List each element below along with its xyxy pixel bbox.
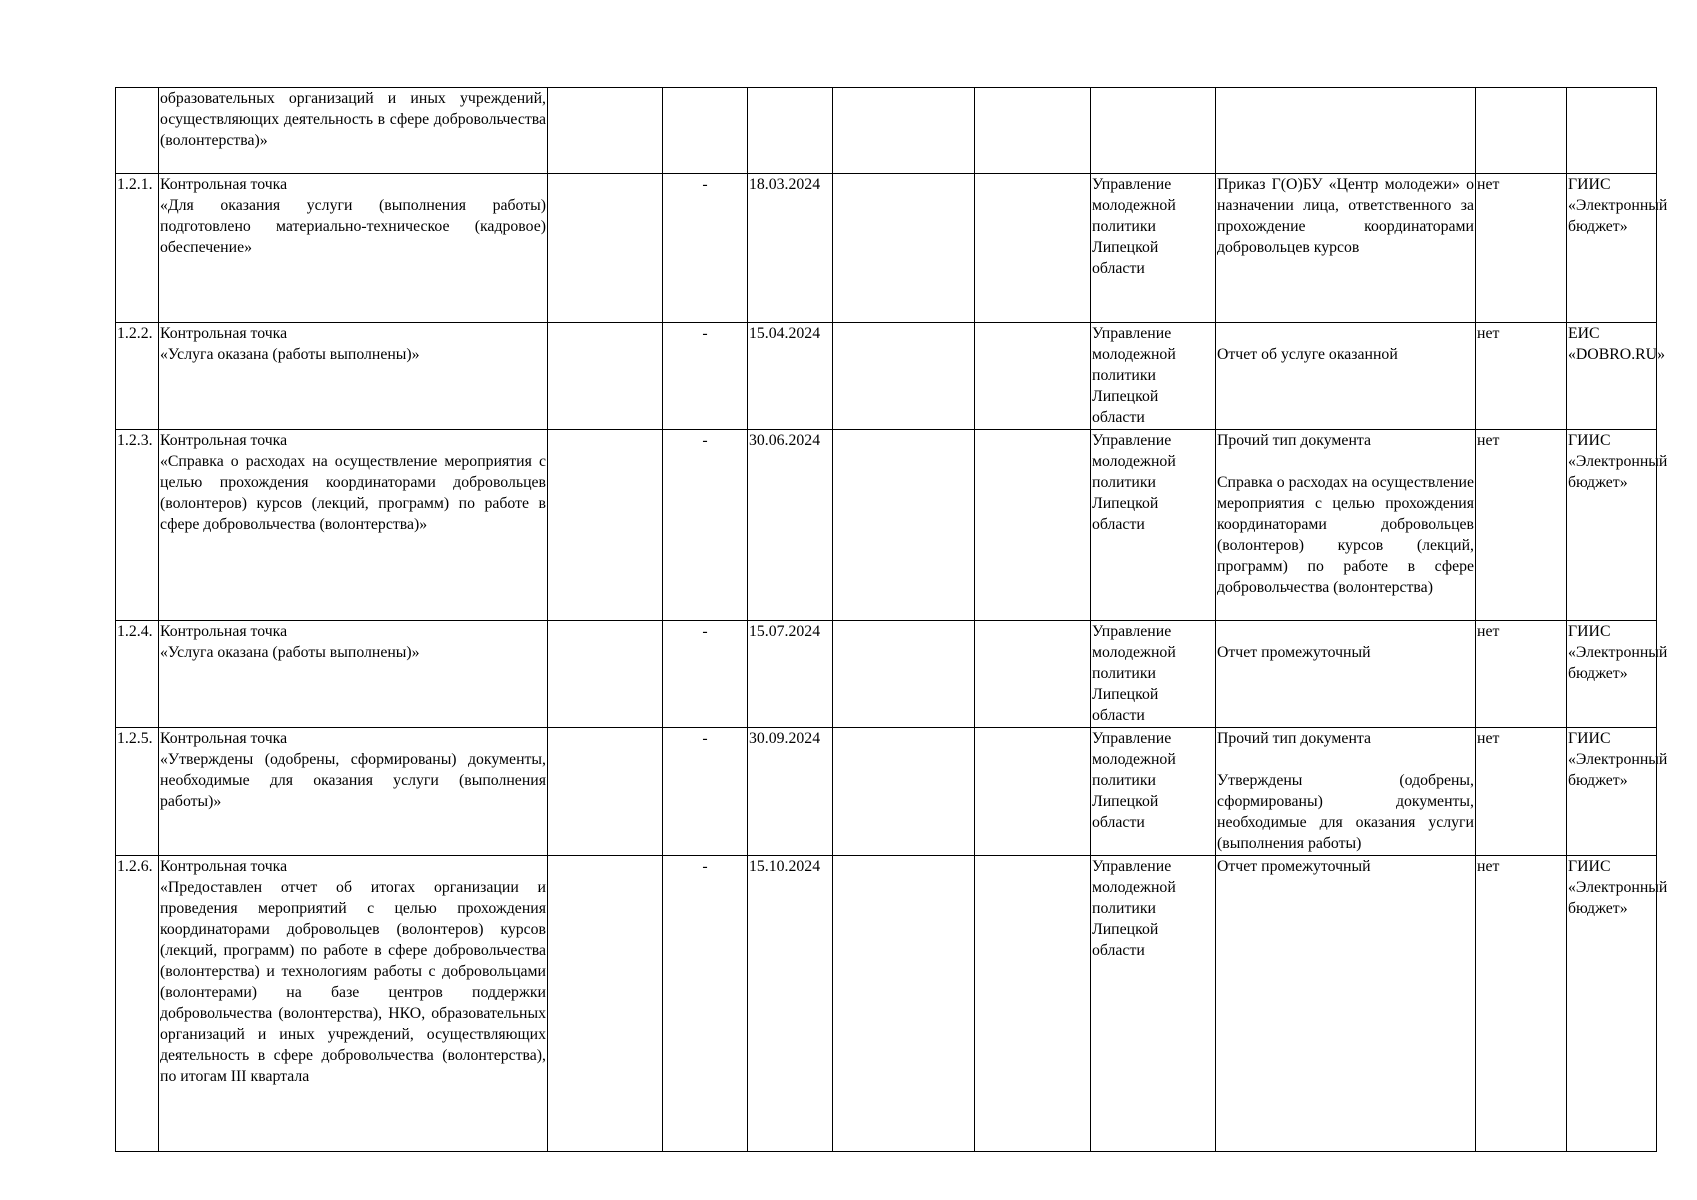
empty-cell xyxy=(833,323,975,430)
control-point-text: «Предоставлен отчет об итогах организации и проведения мероприятий с целью прохождения координаторами добровольцев (волонтеров) курсов (лекций, программ) по работе в сфере добровольчества (волонтерства) и технологиям работы с добровольцами (волонтерами) на базе центров поддержки добровольчества (волонтерства), НКО, образовательных организаций и иных учреждений, осуществляющих деятельность в сфере добровольчества (волонтерства), по итогам III квартала xyxy=(160,879,546,1085)
table-row xyxy=(116,88,1657,174)
empty-cell xyxy=(975,430,1091,621)
table-row xyxy=(116,174,1657,323)
information-system: ГИИС «Электронный бюджет» xyxy=(1567,728,1657,856)
row-description xyxy=(159,323,548,430)
table-row xyxy=(116,728,1657,856)
document: Приказ Г(О)БУ «Центр молодежи» о назначении лица, ответственного за прохождение координаторами добровольцев курсов xyxy=(1216,174,1476,323)
control-point-text: «Услуга оказана (работы выполнены)» xyxy=(160,346,420,363)
row-number: 1.2.5. xyxy=(116,728,159,856)
empty-cell xyxy=(833,88,975,174)
control-point-label: Контрольная точка xyxy=(160,730,288,747)
row-description xyxy=(159,174,548,323)
empty-cell xyxy=(833,728,975,856)
decomposition-flag: нет xyxy=(1476,430,1567,621)
information-system: ГИИС «Электронный бюджет» xyxy=(1567,430,1657,621)
document xyxy=(1216,88,1476,174)
empty-cell xyxy=(975,621,1091,728)
row-description xyxy=(159,430,548,621)
end-date: 15.04.2024 xyxy=(748,323,833,430)
empty-cell xyxy=(975,728,1091,856)
row-number: 1.2.4. xyxy=(116,621,159,728)
empty-cell xyxy=(975,856,1091,1152)
end-date: 30.09.2024 xyxy=(748,728,833,856)
end-date: 15.10.2024 xyxy=(748,856,833,1152)
start-date: - xyxy=(663,621,748,728)
start-date: - xyxy=(663,430,748,621)
information-system: ЕИС «DOBRO.RU» xyxy=(1567,323,1657,430)
control-point-text: «Справка о расходах на осуществление мероприятия с целью прохождения координаторами добровольцев (волонтеров) курсов (лекций, программ) по работе в сфере добровольчества (волонтерства)» xyxy=(160,453,546,533)
decomposition-flag xyxy=(1476,88,1567,174)
table-row xyxy=(116,856,1657,1152)
empty-cell xyxy=(833,430,975,621)
empty-cell xyxy=(833,856,975,1152)
executor: Управление молодежной политики Липецкой области xyxy=(1091,728,1216,856)
empty-cell xyxy=(975,88,1091,174)
document: Отчет промежуточный xyxy=(1216,621,1476,728)
decomposition-flag: нет xyxy=(1476,323,1567,430)
information-system: ГИИС «Электронный бюджет» xyxy=(1567,174,1657,323)
executor xyxy=(1091,88,1216,174)
document: Отчет об услуге оказанной xyxy=(1216,323,1476,430)
row-description xyxy=(159,856,548,1152)
control-point-text: «Для оказания услуги (выполнения работы) подготовлено материально-техническое (кадровое) обеспечение» xyxy=(160,197,546,256)
decomposition-flag: нет xyxy=(1476,856,1567,1152)
end-date: 18.03.2024 xyxy=(748,174,833,323)
start-date: - xyxy=(663,174,748,323)
control-point-text: «Услуга оказана (работы выполнены)» xyxy=(160,644,420,661)
control-point-label: Контрольная точка xyxy=(160,176,288,193)
row-description: образовательных организаций и иных учреждений, осуществляющих деятельность в сфере добровольчества (волонтерства)» xyxy=(159,88,548,174)
row-number: 1.2.1. xyxy=(116,174,159,323)
table-row xyxy=(116,621,1657,728)
start-date: - xyxy=(663,323,748,430)
executor: Управление молодежной политики Липецкой области xyxy=(1091,430,1216,621)
empty-cell xyxy=(548,88,663,174)
decomposition-flag: нет xyxy=(1476,174,1567,323)
end-date xyxy=(748,88,833,174)
table-row xyxy=(116,430,1657,621)
empty-cell xyxy=(548,728,663,856)
end-date: 15.07.2024 xyxy=(748,621,833,728)
information-system xyxy=(1567,88,1657,174)
row-description xyxy=(159,728,548,856)
row-number: 1.2.6. xyxy=(116,856,159,1152)
row-number xyxy=(116,88,159,174)
control-point-label: Контрольная точка xyxy=(160,623,288,640)
document: Прочий тип документа Справка о расходах на осуществление мероприятия с целью прохождения координаторами добровольцев (волонтеров) курсов (лекций, программ) по работе в сфере добровольчества (волонтерства) xyxy=(1216,430,1476,621)
row-description xyxy=(159,621,548,728)
empty-cell xyxy=(833,621,975,728)
empty-cell xyxy=(548,323,663,430)
executor: Управление молодежной политики Липецкой области xyxy=(1091,323,1216,430)
empty-cell xyxy=(833,174,975,323)
empty-cell xyxy=(548,430,663,621)
control-points-table xyxy=(115,87,1668,1152)
row-number: 1.2.3. xyxy=(116,430,159,621)
start-date: - xyxy=(663,856,748,1152)
executor: Управление молодежной политики Липецкой области xyxy=(1091,621,1216,728)
control-point-label: Контрольная точка xyxy=(160,325,288,342)
start-date xyxy=(663,88,748,174)
empty-cell xyxy=(975,174,1091,323)
information-system: ГИИС «Электронный бюджет» xyxy=(1567,621,1657,728)
decomposition-flag: нет xyxy=(1476,621,1567,728)
row-number: 1.2.2. xyxy=(116,323,159,430)
document-type: Прочий тип документа xyxy=(1217,730,1372,747)
empty-cell xyxy=(548,856,663,1152)
empty-cell xyxy=(975,323,1091,430)
table-row xyxy=(116,323,1657,430)
control-point-label: Контрольная точка xyxy=(160,432,288,449)
empty-cell xyxy=(548,174,663,323)
end-date: 30.06.2024 xyxy=(748,430,833,621)
document: Прочий тип документа Утверждены (одобрены, сформированы) документы, необходимые для оказания услуги (выполнения работы) xyxy=(1216,728,1476,856)
information-system: ГИИС «Электронный бюджет» xyxy=(1567,856,1657,1152)
control-point-text: «Утверждены (одобрены, сформированы) документы, необходимые для оказания услуги (выполнения работы)» xyxy=(160,751,546,810)
document-type: Прочий тип документа xyxy=(1217,432,1372,449)
document: Отчет промежуточный xyxy=(1216,856,1476,1152)
control-point-label: Контрольная точка xyxy=(160,858,288,875)
executor: Управление молодежной политики Липецкой области xyxy=(1091,174,1216,323)
start-date: - xyxy=(663,728,748,856)
decomposition-flag: нет xyxy=(1476,728,1567,856)
executor: Управление молодежной политики Липецкой области xyxy=(1091,856,1216,1152)
empty-cell xyxy=(548,621,663,728)
